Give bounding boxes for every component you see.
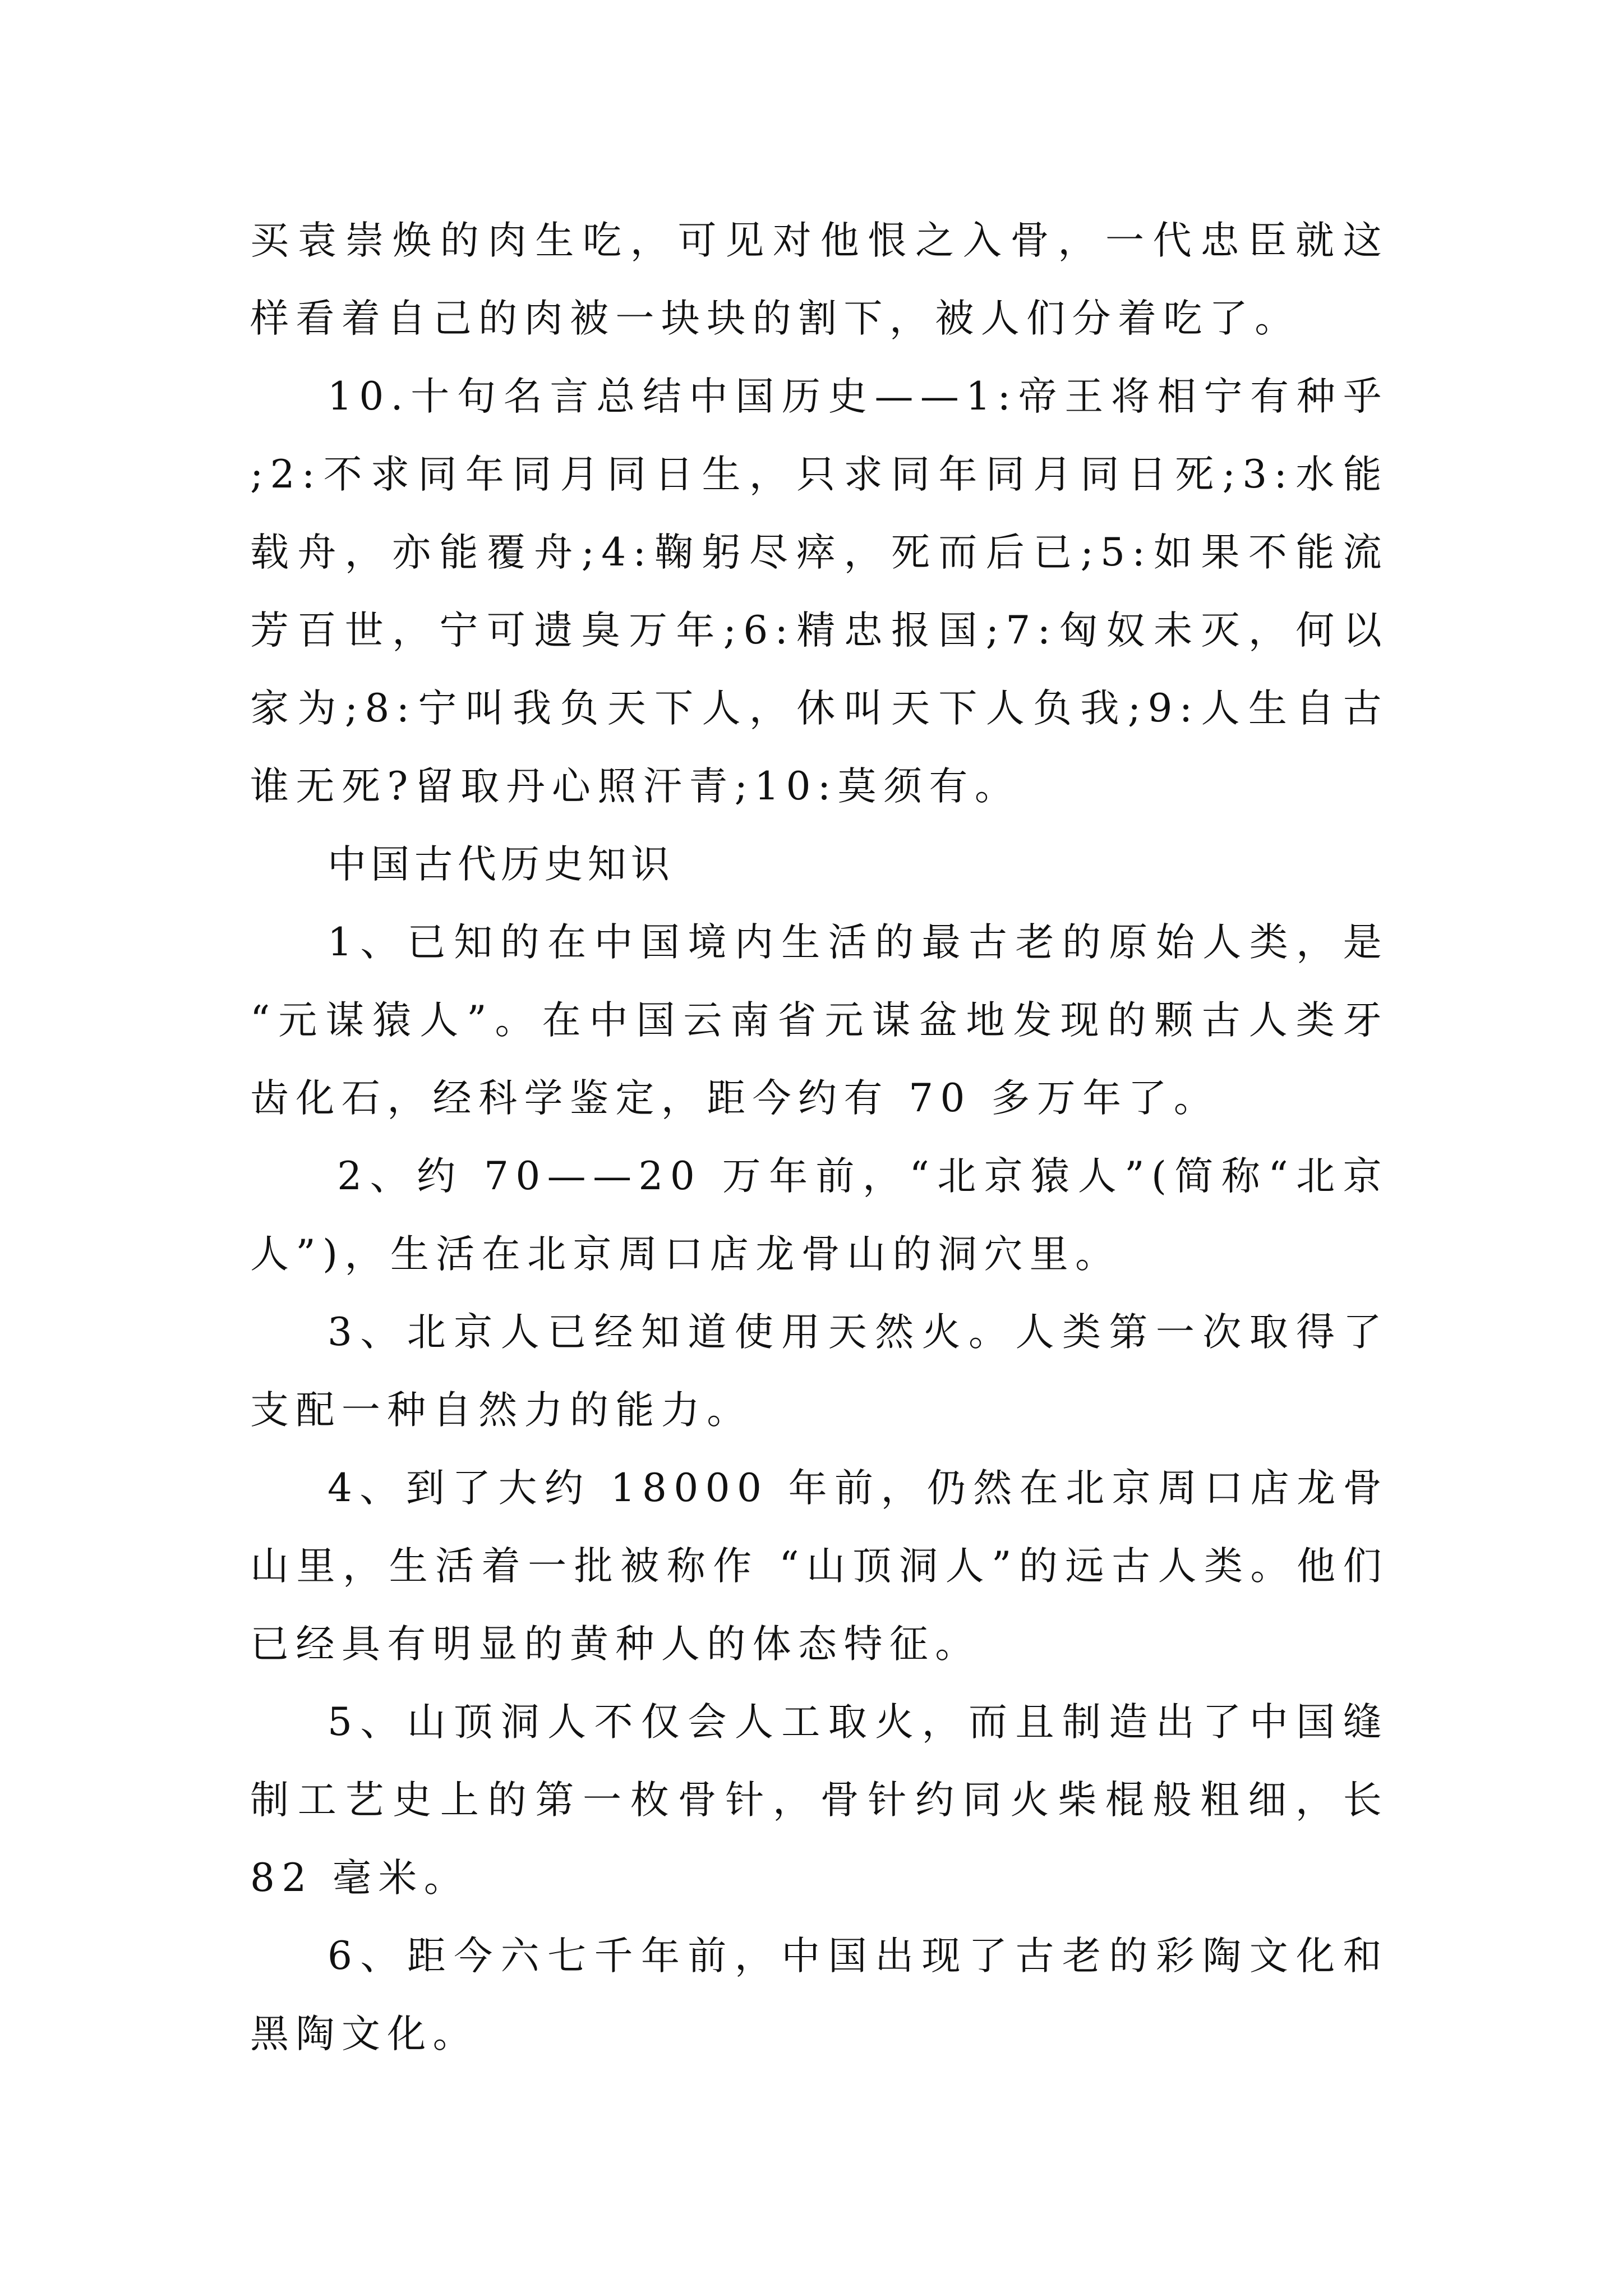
document-body [250, 202, 1389, 2073]
paragraph-item-2: 2、约 70——20 万年前，“北京猿人”(简称“北京人”)，生活在北京周口店龙骨山的洞穴里。 [250, 1154, 1389, 1277]
paragraph-item-5: 5、山顶洞人不仅会人工取火，而且制造出了中国缝制工艺史上的第一枚骨针，骨针约同火柴棍般粗细，长 82 毫米。 [250, 1700, 1389, 1901]
paragraph-item-6: 6、距今六七千年前，中国出现了古老的彩陶文化和黑陶文化。 [250, 1934, 1389, 2056]
paragraph-item-4: 4、到了大约 18000 年前，仍然在北京周口店龙骨山里，生活着一批被称作 “山顶洞人”的远古人类。他们已经具有明显的黄种人的体态特征。 [250, 1466, 1389, 1667]
paragraph-ten-sayings: 10.十句名言总结中国历史——1:帝王将相宁有种乎;2:不求同年同月同日生，只求同年同月同日死;3:水能载舟，亦能覆舟;4:鞠躬尽瘁，死而后已;5:如果不能流芳百世，宁可遗臭万年;6:精忠报国;7:匈奴未灭，何以家为;8:宁叫我负天下人，休叫天下人负我;9:人生自古谁无死?留取丹心照汗青;10:莫须有。 [250, 374, 1389, 809]
paragraph-continued: 买袁崇焕的肉生吃，可见对他恨之入骨，一代忠臣就这样看着自己的肉被一块块的割下，被人们分着吃了。 [250, 218, 1389, 341]
section-heading: 中国古代历史知识 [328, 842, 675, 887]
paragraph-item-1: 1、已知的在中国境内生活的最古老的原始人类，是“元谋猿人”。在中国云南省元谋盆地发现的颗古人类牙齿化石，经科学鉴定，距今约有 70 多万年了。 [250, 920, 1389, 1121]
paragraph-item-3: 3、北京人已经知道使用天然火。人类第一次取得了支配一种自然力的能力。 [250, 1310, 1389, 1433]
